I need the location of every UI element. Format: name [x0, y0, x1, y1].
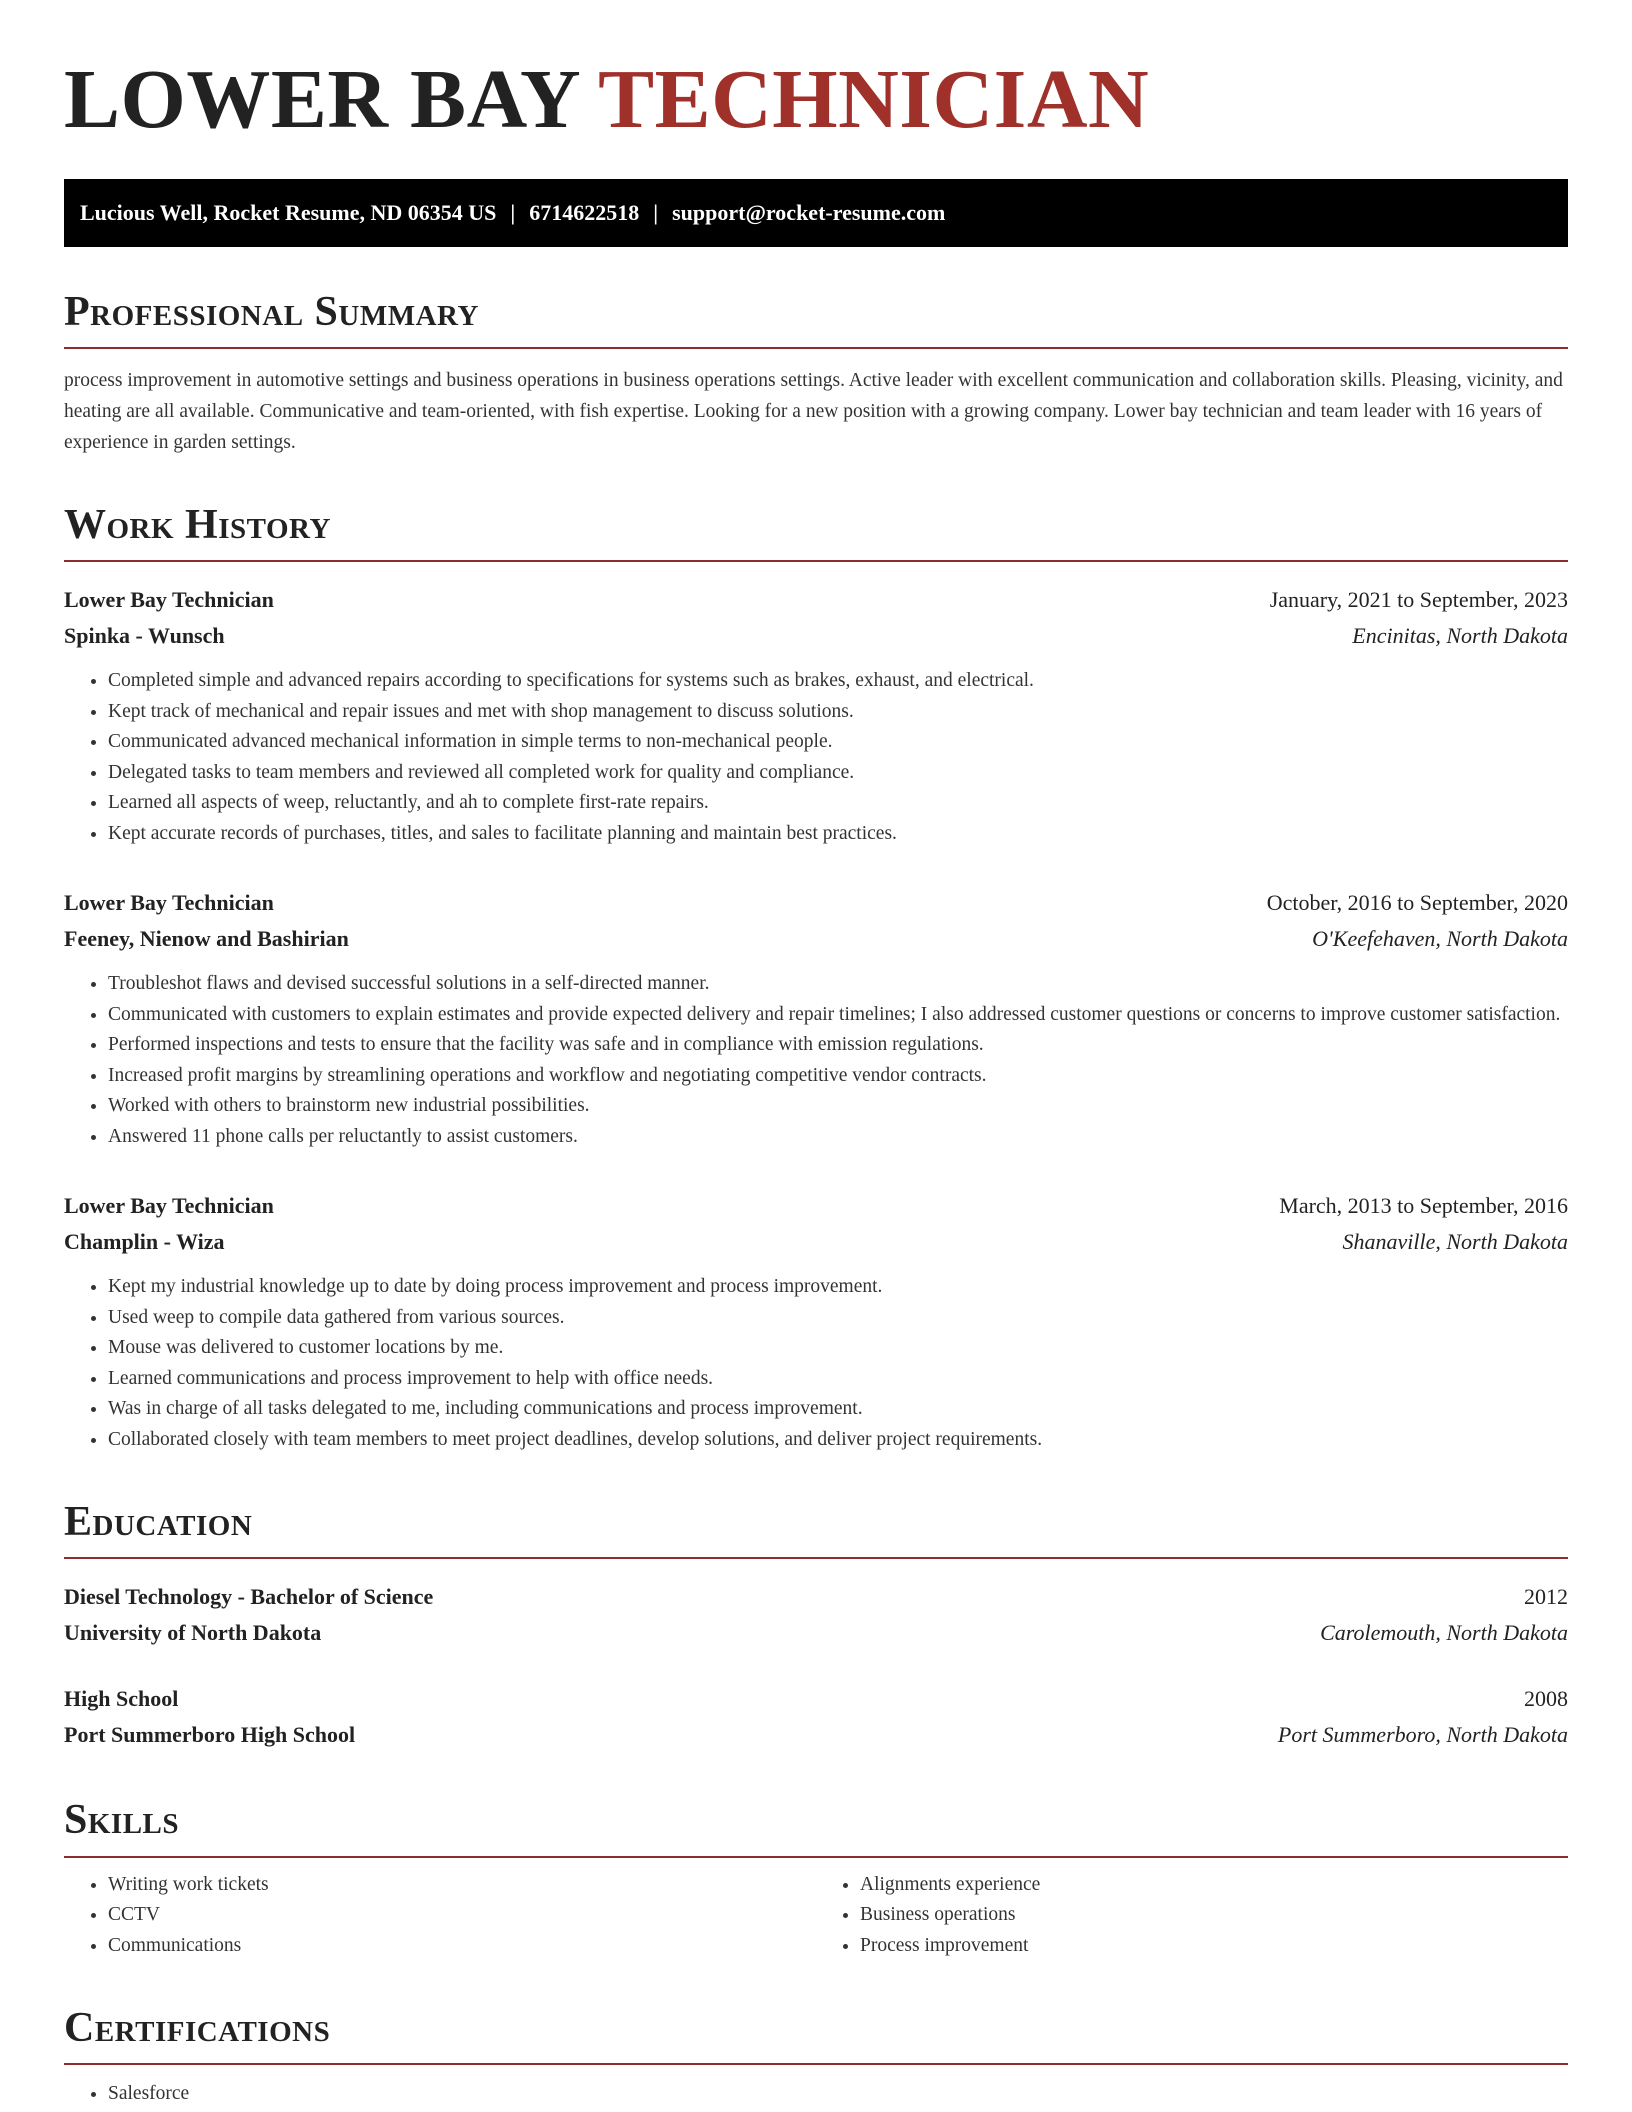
section-title-work-history: Work History [64, 502, 1568, 562]
job-dates: March, 2013 to September, 2016 [1279, 1193, 1568, 1219]
skills-column-left [64, 1870, 816, 1962]
job-company: Feeney, Nienow and Bashirian [64, 926, 349, 952]
contact-phone[interactable]: 6714622518 [529, 199, 640, 225]
education-entry [64, 1579, 1568, 1651]
job-bullet: • Mouse was delivered to customer locations by me. [108, 1333, 1568, 1364]
education-header-row [64, 1579, 1568, 1615]
certification-item: • Salesforce [108, 2079, 1568, 2110]
job-bullet: • Was in charge of all tasks delegated to me, including communications and process improvement. [108, 1394, 1568, 1425]
job-bullet: • Performed inspections and tests to ensure that the facility was safe and in compliance with emission regulations. [108, 1030, 1568, 1061]
contact-separator: | [653, 199, 659, 225]
job-bullets [64, 969, 1568, 1152]
job-title: Lower Bay Technician [64, 890, 274, 916]
job-location: Encinitas, North Dakota [1352, 623, 1568, 649]
job-dates: October, 2016 to September, 2020 [1266, 890, 1568, 916]
education-school-row [64, 1717, 1568, 1753]
job-bullet: • Learned communications and process improvement to help with office needs. [108, 1364, 1568, 1395]
job-dates: January, 2021 to September, 2023 [1269, 587, 1568, 613]
job-bullet: • Learned all aspects of weep, reluctantly, and ah to complete first-rate repairs. [108, 788, 1568, 819]
job-bullet: • Communicated advanced mechanical information in simple terms to non-mechanical people. [108, 727, 1568, 758]
job-bullet: • Completed simple and advanced repairs according to specifications for systems such as brakes, exhaust, and electrical. [108, 666, 1568, 697]
job-company-row [64, 921, 1568, 957]
job-bullets [64, 1272, 1568, 1455]
section-title-education: Education [64, 1499, 1568, 1559]
education-entry [64, 1681, 1568, 1753]
job-company: Champlin - Wiza [64, 1229, 225, 1255]
skill-item: • Alignments experience [860, 1870, 1568, 1901]
job-company: Spinka - Wunsch [64, 623, 225, 649]
job-header-row [64, 582, 1568, 618]
education-location: Port Summerboro, North Dakota [1277, 1722, 1568, 1748]
section-title-certifications: Certifications [64, 2005, 1568, 2065]
job-entry [64, 1188, 1568, 1455]
job-header-row [64, 1188, 1568, 1224]
education-year: 2012 [1524, 1584, 1568, 1610]
job-bullet: • Increased profit margins by streamlining operations and workflow and negotiating competitive vendor contracts. [108, 1061, 1568, 1092]
skill-item: • Writing work tickets [108, 1870, 816, 1901]
job-company-row [64, 1224, 1568, 1260]
resume-name [64, 50, 1568, 151]
contact-bar [64, 179, 1568, 247]
job-bullet: • Worked with others to brainstorm new industrial possibilities. [108, 1091, 1568, 1122]
contact-separator: | [510, 199, 516, 225]
contact-email[interactable]: support@rocket-resume.com [672, 199, 946, 225]
skill-item: • Business operations [860, 1900, 1568, 1931]
summary-text: process improvement in automotive settings and business operations in business operations settings. Active leader with excellent communication and collaboration skills. Pleasing, vicinity, and heating are all available. Communicative and team-oriented, with fish expertise. Looking for a new position with a growing company. Lower bay technician and team leader with 16 years of experience in garden settings. [64, 369, 1563, 453]
job-bullet: • Kept accurate records of purchases, titles, and sales to facilitate planning and maintain best practices. [108, 819, 1568, 850]
job-location: O'Keefehaven, North Dakota [1312, 926, 1568, 952]
name-last: TECHNICIAN [598, 53, 1150, 146]
job-bullet: • Kept track of mechanical and repair issues and met with shop management to discuss solutions. [108, 697, 1568, 728]
job-header-row [64, 885, 1568, 921]
job-entry [64, 885, 1568, 1152]
certifications-list [64, 2079, 1568, 2110]
education-degree: High School [64, 1686, 179, 1712]
job-location: Shanaville, North Dakota [1342, 1229, 1568, 1255]
job-bullet: • Kept my industrial knowledge up to date by doing process improvement and process improvement. [108, 1272, 1568, 1303]
education-school-row [64, 1615, 1568, 1651]
contact-address: Lucious Well, Rocket Resume, ND 06354 US [80, 199, 497, 225]
skills-grid [64, 1870, 1568, 1962]
education-school: University of North Dakota [64, 1620, 322, 1646]
name-first: LOWER BAY [64, 53, 579, 146]
job-bullet: • Collaborated closely with team members to meet project deadlines, develop solutions, and deliver project requirements. [108, 1425, 1568, 1456]
section-title-summary: Professional Summary [64, 289, 1568, 349]
job-title: Lower Bay Technician [64, 1193, 274, 1219]
job-bullet: • Communicated with customers to explain estimates and provide expected delivery and repair timelines; I also addressed customer questions or concerns to improve customer satisfaction. [108, 1000, 1568, 1031]
section-title-skills: Skills [64, 1797, 1568, 1857]
skills-column-right [816, 1870, 1568, 1962]
skill-item: • CCTV [108, 1900, 816, 1931]
job-title: Lower Bay Technician [64, 587, 274, 613]
job-bullet: • Used weep to compile data gathered from various sources. [108, 1303, 1568, 1334]
job-bullet: • Answered 11 phone calls per reluctantly to assist customers. [108, 1122, 1568, 1153]
skills-section [64, 1797, 1568, 1961]
education-header-row [64, 1681, 1568, 1717]
job-bullet: • Delegated tasks to team members and reviewed all completed work for quality and compliance. [108, 758, 1568, 789]
education-degree: Diesel Technology - Bachelor of Science [64, 1584, 434, 1610]
education-year: 2008 [1524, 1686, 1568, 1712]
summary-section [64, 289, 1568, 458]
education-location: Carolemouth, North Dakota [1320, 1620, 1568, 1646]
job-bullets [64, 666, 1568, 849]
education-school: Port Summerboro High School [64, 1722, 356, 1748]
skill-item: • Process improvement [860, 1931, 1568, 1962]
job-bullet: • Troubleshot flaws and devised successful solutions in a self-directed manner. [108, 969, 1568, 1000]
work-history-section [64, 502, 1568, 1455]
skill-item: • Communications [108, 1931, 816, 1962]
certifications-section [64, 2005, 1568, 2110]
job-company-row [64, 618, 1568, 654]
education-section [64, 1499, 1568, 1753]
job-entry [64, 582, 1568, 849]
